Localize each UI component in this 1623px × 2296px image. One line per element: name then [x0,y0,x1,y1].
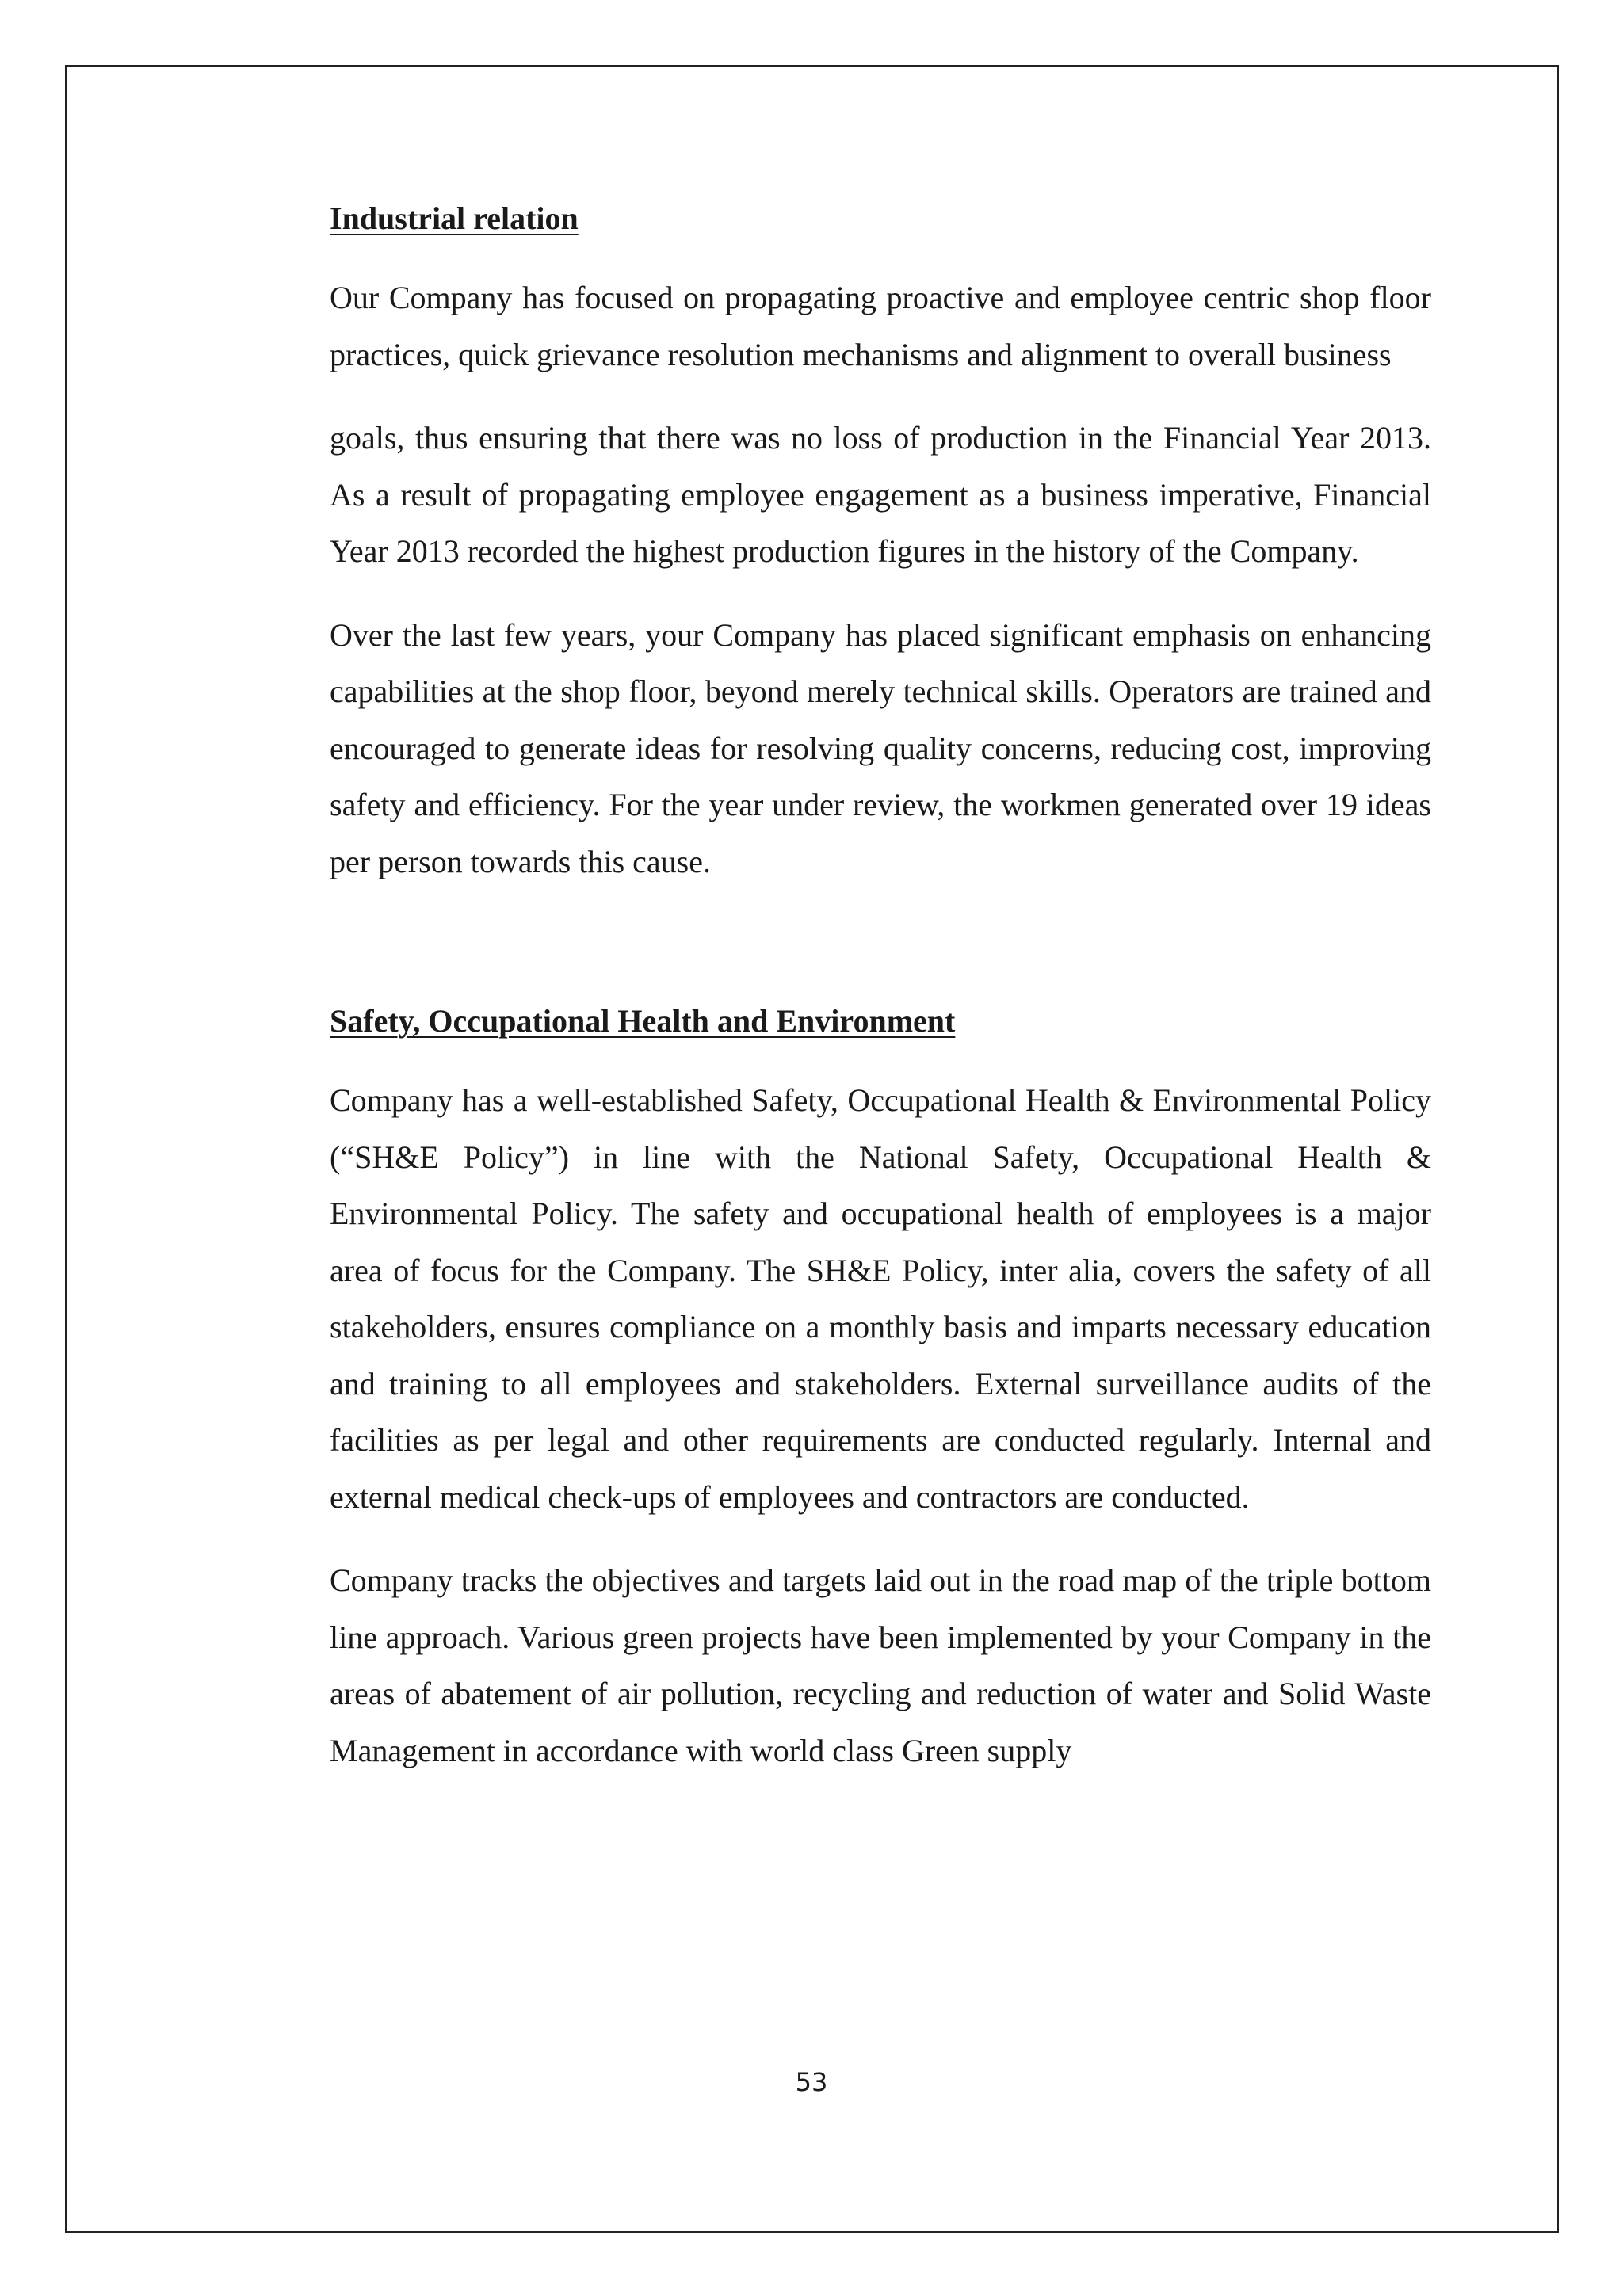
page-content [330,190,1431,1806]
section-spacer [330,917,1431,993]
paragraph: goals, thus ensuring that there was no loss of production in the Financial Year 2013. As a result of propagating employee engagement as a business imperative, Financial Year 2013 recorded the highest production figures in the history of the Company. [330,420,1431,569]
page-number: 53 [795,2067,828,2097]
paragraph: Company tracks the objectives and targets laid out in the road map of the triple bottom line approach. Various green projects have been implemented by your Company in the areas of abatement of air pollution, recycling and reduction of water and Solid Waste Management in accordance with world class Green supply [330,1562,1431,1768]
section-heading-industrial-relation: Industrial relation [330,200,579,236]
section-heading-safety-health-environment: Safety, Occupational Health and Environment [330,1003,956,1039]
paragraph: Over the last few years, your Company has placed significant emphasis on enhancing capabilities at the shop floor, beyond merely technical skills. Operators are trained and encouraged to generate ideas for resolving quality concerns, reducing cost, improving safety and efficiency. For the year under review, the workmen generated over 19 ideas per person towards this cause. [330,616,1431,879]
paragraph: Our Company has focused on propagating proactive and employee centric shop floor practices, quick grievance resolution mechanisms and alignment to overall business [330,280,1431,372]
paragraph: Company has a well-established Safety, Occupational Health & Environmental Policy (“SH&E Policy”) in line with the National Safety, Occupational Health & Environmental Policy. The safety and occupational health of employees is a major area of focus for the Company. The SH&E Policy, inter alia, covers the safety of all stakeholders, ensures compliance on a monthly basis and imparts necessary education and training to all employees and stakeholders. External surveillance audits of the facilities as per legal and other requirements are conducted regularly. Internal and external medical check-ups of employees and contractors are conducted. [330,1082,1431,1515]
